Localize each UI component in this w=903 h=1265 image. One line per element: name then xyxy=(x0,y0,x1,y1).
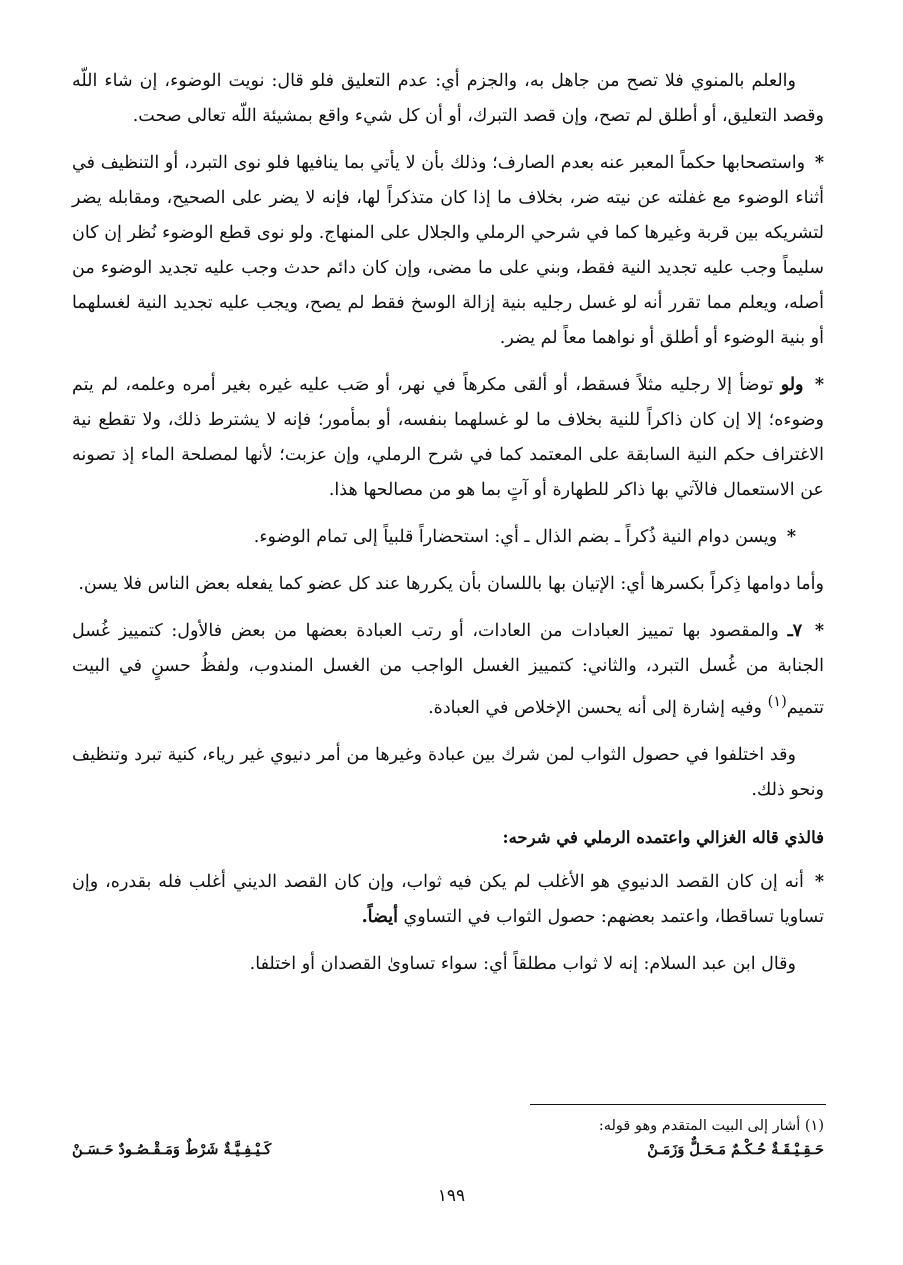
paragraph-6 xyxy=(72,614,824,726)
page-number: ١٩٩ xyxy=(437,1186,466,1206)
paragraph-1 xyxy=(72,64,824,134)
paragraph-6-lead: ٧ـ xyxy=(787,621,803,641)
section-heading: فالذي قاله الغزالي واعتمده الرملي في شرحه: xyxy=(502,827,824,847)
bullet-star: * xyxy=(814,621,824,641)
verse-second-hemistich: كَـيْـفِـيَّـةٌ شَرْطٌ وَمَـقْـصُـودٌ حَـسَـنْ xyxy=(72,1141,272,1158)
bullet-star: * xyxy=(814,375,824,395)
verse-first-hemistich: حَـقِـيْـقَـةٌ حُـكْـمٌ مَـحَـلٌّ وَزَمَـنْ xyxy=(647,1141,824,1158)
footnote-text: أشار إلى البيت المتقدم وهو قوله: xyxy=(598,1118,801,1134)
paragraph-2-text: واستصحابها حكماً المعبر عنه بعدم الصارف؛ وذلك بأن لا يأتي بما ينافيها فلو نوى التبرد، أو التنظيف في أثناء الوضوء مع غفلته عن نيته ضر، بخلاف ما إذا كان متذكراً لها، فإنه لا يضر على الصحيح، ومقابله يضر لتشريكه بين قربة وغيرها كما في شرحي الرملي والجلال على المنهاج. ولو نوى قطع الوضوء نُظر إن كان سليماً وجب عليه تجديد النية فقط، وبني على ما مضى، وإن كان دائم حدث وجب عليه تجديد الوضوء من أصله، ويعلم مما تقرر أنه لو غسل رجليه بنية إزالة الوسخ فقط لم يصح، ويجب عليه تجديد النية لغسلهما أو بنية الوضوء أو أطلق أو نواهما معاً لم يضر. xyxy=(72,153,824,348)
paragraph-4-text: ويسن دوام النية ذُكراً ـ بضم الذال ـ أي: استحضاراً قلبياً إلى تمام الوضوء. xyxy=(253,527,778,547)
footnote-1 xyxy=(72,1114,824,1138)
footnote-number: (١) xyxy=(804,1118,824,1134)
footnote-divider xyxy=(530,1104,826,1105)
paragraph-3 xyxy=(72,368,824,508)
footnote-verse xyxy=(72,1138,824,1162)
bullet-star: * xyxy=(814,871,824,892)
paragraph-9-text: وقال ابن عبد السلام: إنه لا ثواب مطلقاً أي: سواء تساوىٰ القصدان أو اختلفا. xyxy=(249,953,796,974)
paragraph-9 xyxy=(72,947,824,982)
main-text xyxy=(72,64,824,994)
paragraph-7-text: وقد اختلفوا في حصول الثواب لمن شرك بين عبادة وغيرها من أمر دنيوي غير رياء، كنية تبرد وتنظيف ونحو ذلك. xyxy=(72,744,824,800)
bullet-star: * xyxy=(814,153,824,173)
paragraph-6-tail: وفيه إشارة إلى أنه يحسن الإخلاص في العبادة. xyxy=(428,697,762,718)
paragraph-3-lead: ولو xyxy=(780,375,804,395)
paragraph-6-text: والمقصود بها تمييز العبادات من العادات، أو رتب العبادة بعضها من بعض فالأول: كتمييز غُسل الجنابة من غُسل التبرد، والثاني: كتمييز الغسل الواجب من الغسل المندوب، ولفظُ حسنٍ في البيت تتميم xyxy=(72,621,824,718)
paragraph-8 xyxy=(72,865,824,935)
paragraph-2 xyxy=(72,146,824,356)
paragraph-5-text: وأما دوامها ذِكراً بكسرها أي: الإتيان بها باللسان بأن يكررها عند كل عضو كما يفعله بعض الناس فلا يسن. xyxy=(78,574,824,594)
paragraph-5 xyxy=(72,567,824,602)
paragraph-8-emphasis: أيضاً. xyxy=(361,906,398,927)
paragraph-4 xyxy=(72,520,824,555)
bullet-star: * xyxy=(786,527,796,547)
paragraph-3-text: توضأ إلا رجليه مثلاً فسقط، أو ألقى مكرهاً في نهر، أو صَب عليه غيره بغير أمره وعلمه، لم يتم وضوءه؛ إلا إن كان ذاكراً للنية بخلاف ما لو غسلهما بنفسه، أو بمأمور؛ فإنه لا يشترط ذلك، ولا تقطع نية الاغتراف حكم النية السابقة على المعتمد كما في شرح الرملي، وإن عزبت؛ لأنها لمصلحة الماء إذ تصونه عن الاستعمال فالآتي بها ذاكر للطهارة أو آتٍ بما هو من مصالحها هذا. xyxy=(72,375,824,500)
paragraph-1-text: والعلم بالمنوي فلا تصح من جاهل به، والجزم أي: عدم التعليق فلو قال: نويت الوضوء، إن شاء اللّه وقصد التعليق، أو أطلق لم تصح، وإن قصد التبرك، أو أن كل شيء واقع بمشيئة اللّه تعالى صحت. xyxy=(72,71,824,126)
paragraph-7 xyxy=(72,738,824,808)
footnotes xyxy=(72,1114,824,1162)
paragraph-8-text: أنه إن كان القصد الدنيوي هو الأغلب لم يكن فيه ثواب، وإن كان القصد الديني أغلب فله بقدره، وإن تساويا تساقطا، واعتمد بعضهم: حصول الثواب في التساوي xyxy=(72,871,824,927)
footnote-reference[interactable]: (١) xyxy=(767,693,787,710)
